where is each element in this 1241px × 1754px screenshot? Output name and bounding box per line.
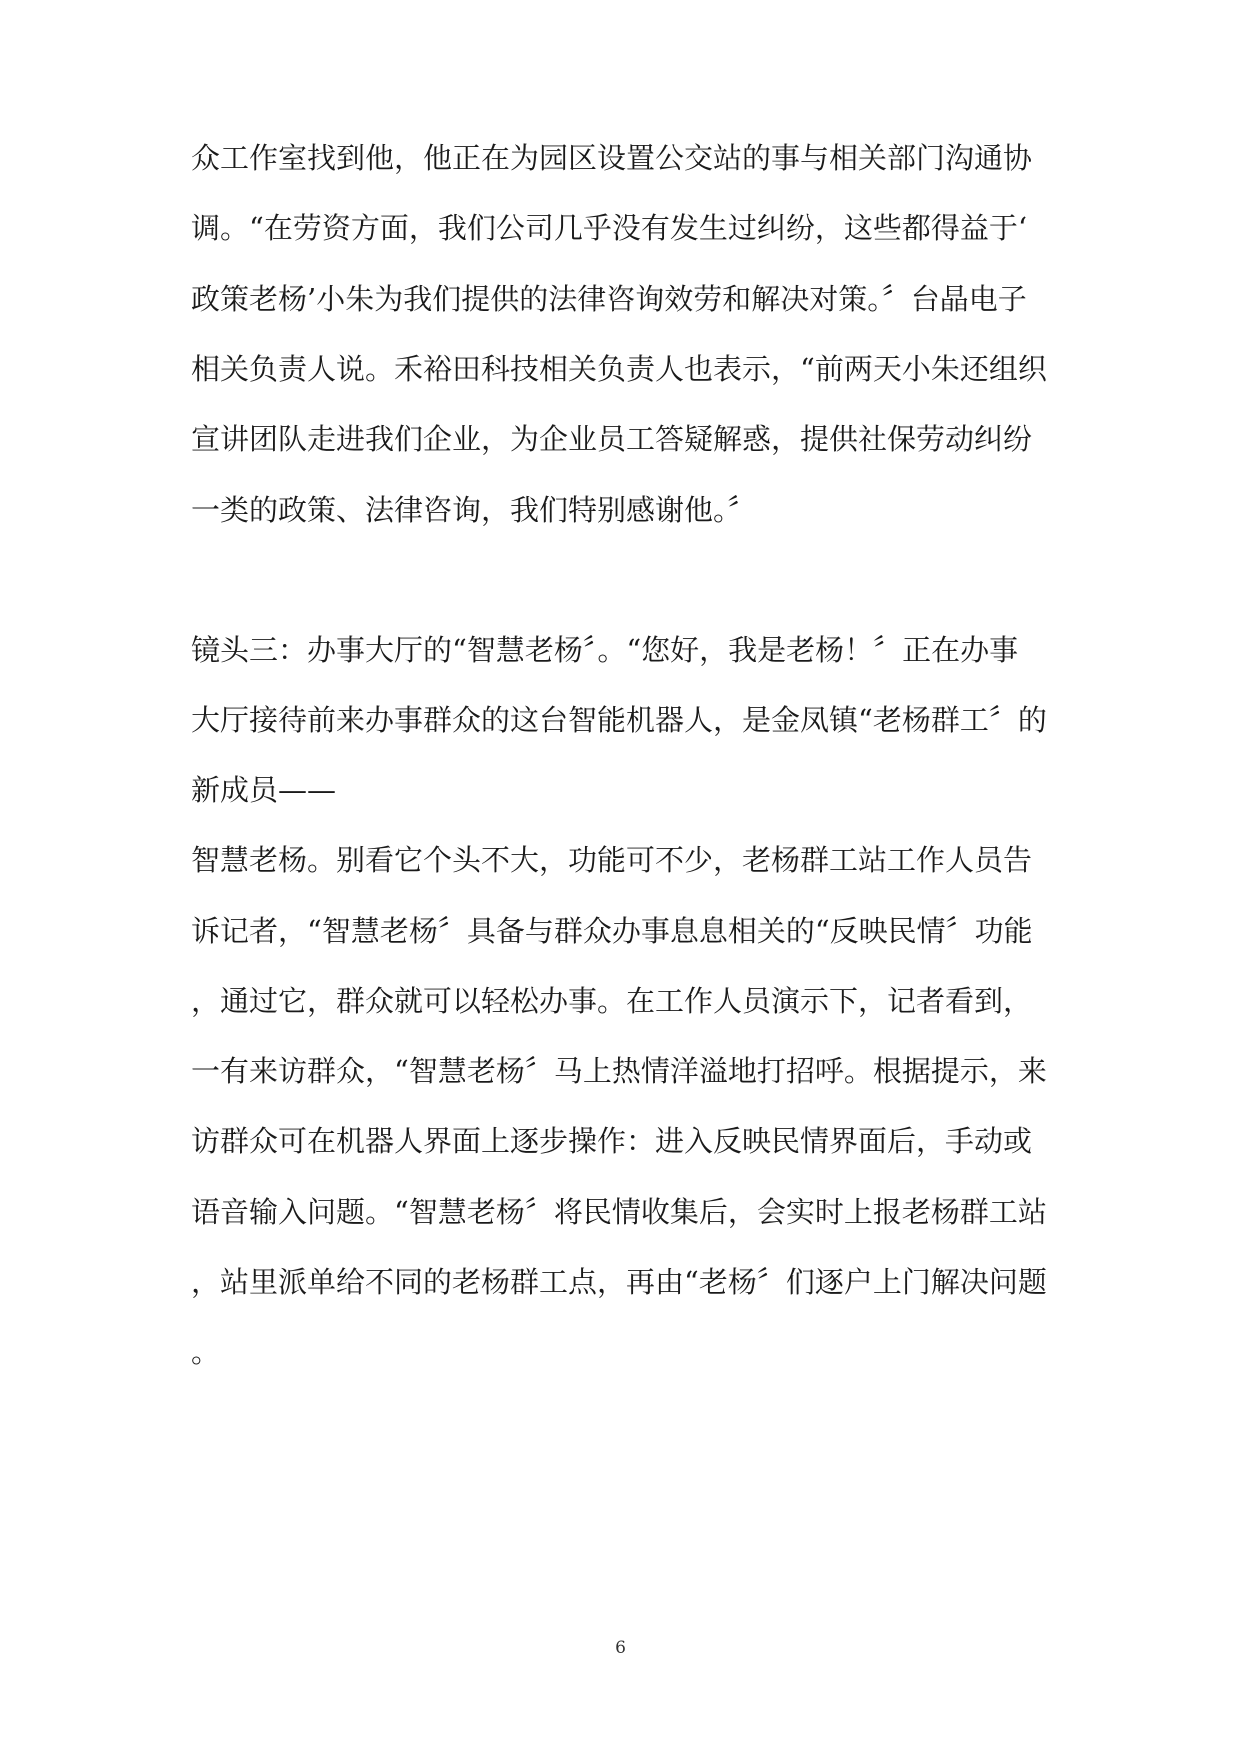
text-line: 众工作室找到他，他正在为园区设置公交站的事与相关部门沟通协: [191, 141, 1033, 175]
text-line: 语音输入问题。“智慧老杨〞将民情收集后，会实时上报老杨群工站: [191, 1195, 1047, 1229]
text-line: 相关负责人说。禾裕田科技相关负责人也表示，“前两天小朱还组织: [191, 352, 1047, 386]
text-line: 诉记者，“智慧老杨〞具备与群众办事息息相关的“反映民情〞功能: [191, 914, 1033, 948]
text-line: 。: [191, 1335, 221, 1369]
text-line: ，站里派单给不同的老杨群工点，再由“老杨〞们逐户上门解决问题: [191, 1265, 1047, 1299]
text-line: 大厅接待前来办事群众的这台智能机器人，是金凤镇“老杨群工〞的: [191, 703, 1047, 737]
text-line: 镜头三：办事大厅的“智慧老杨〞。“您好，我是老杨！〞正在办事: [191, 633, 1019, 667]
text-line: ，通过它，群众就可以轻松办事。在工作人员演示下，记者看到，: [191, 984, 1033, 1018]
page-number: 6: [615, 1638, 626, 1658]
text-line: 一有来访群众，“智慧老杨〞马上热情洋溢地打招呼。根据提示，来: [191, 1054, 1047, 1088]
text-line: 访群众可在机器人界面上逐步操作：进入反映民情界面后，手动或: [191, 1124, 1033, 1158]
text-line: 智慧老杨。别看它个头不大，功能可不少，老杨群工站工作人员告: [191, 843, 1033, 877]
text-line: 政策老杨’小朱为我们提供的法律咨询效劳和解决对策。〞台晶电子: [191, 282, 1027, 316]
text-line: 宣讲团队走进我们企业，为企业员工答疑解惑，提供社保劳动纠纷: [191, 422, 1033, 456]
text-line: 一类的政策、法律咨询，我们特别感谢他。〞: [191, 493, 757, 527]
text-line: 新成员——: [191, 773, 337, 807]
text-line: 调。“在劳资方面，我们公司几乎没有发生过纠纷，这些都得益于‘: [191, 211, 1028, 245]
